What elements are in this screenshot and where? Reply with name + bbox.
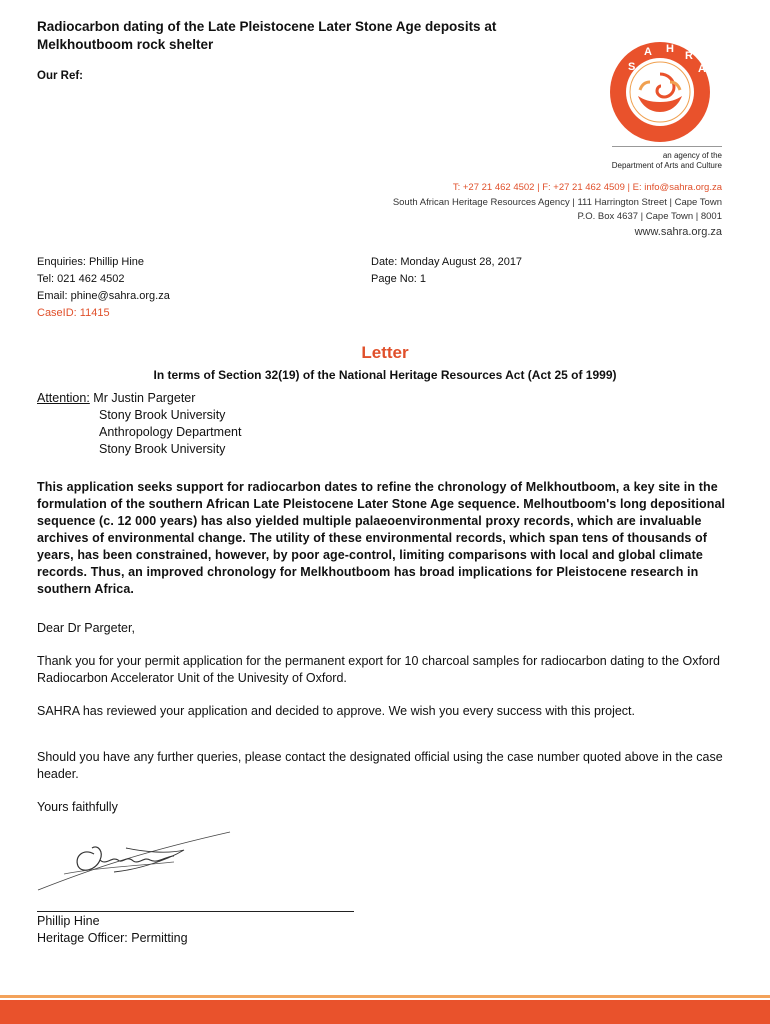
body-paragraph-3: Should you have any further queries, please contact the designated official using the case number quoted above in the case header. <box>37 750 723 781</box>
contact-address-line: South African Heritage Resources Agency | 111 Harrington Street | Cape Town <box>392 196 722 208</box>
address-line-1: Stony Brook University <box>99 408 226 422</box>
document-title <box>37 18 557 54</box>
contact-block <box>300 181 722 239</box>
case-id: CaseID: 11415 <box>37 307 110 319</box>
attention-label: Attention: <box>37 391 90 405</box>
logo-letter-s: S <box>628 61 636 73</box>
attention-name: Mr Justin Pargeter <box>89 391 196 405</box>
body-paragraph-1: Thank you for your permit application for the permanent export for 10 charcoal samples for radiocarbon dating to the Oxford Radiocarbon Accelerator Unit of the Univesity of Oxford. <box>37 654 721 685</box>
logo-letter-r: R <box>685 50 693 62</box>
signature-line <box>37 911 354 912</box>
telephone: Tel: 021 462 4502 <box>37 273 125 285</box>
attention-line <box>37 390 195 407</box>
our-ref: Our Ref: <box>37 70 83 82</box>
contact-phone-fax-email: T: +27 21 462 4502 | F: +27 21 462 4509 | E: info@sahra.org.za <box>452 182 722 193</box>
application-summary: This application seeks support for radiocarbon dates to refine the chronology of Melkhoutboom, a key site in the formulation of the southern African Late Pleistocene Later Stone Age sequence. Melhoutboom's long depositional sequence (c. 12 000 years) has also yielded multiple palaeoenvironmental proxy records, which are invaluable archives of environmental change. The utility of these environmental records, which span tens of thousands of years, has been constrained, however, by poor age-control, limiting comparisons with local and global climate records. Thus, an improved chronology for Melkhoutboom has broad implications for Pleistocene research in southern Africa. <box>37 480 726 596</box>
page-number: Page No: 1 <box>371 273 427 285</box>
enquiries: Enquiries: Phillip Hine <box>37 256 144 268</box>
agency-line-2: Department of Arts and Culture <box>611 161 722 170</box>
email[interactable]: Email: phine@sahra.org.za <box>37 290 170 302</box>
agency-divider <box>612 146 722 147</box>
sahra-logo-icon <box>594 38 726 150</box>
letter-heading: Letter <box>361 343 409 362</box>
signature-icon <box>34 826 234 896</box>
salutation: Dear Dr Pargeter, <box>37 621 135 635</box>
recipient-address <box>99 407 241 458</box>
signer-title: Heritage Officer: Permitting <box>37 931 188 945</box>
logo-letter-h: H <box>666 43 674 55</box>
title-line-2: Melkhoutboom rock shelter <box>37 37 214 52</box>
footer-stripe <box>0 995 770 998</box>
act-reference: In terms of Section 32(19) of the National Heritage Resources Act (Act 25 of 1999) <box>153 368 617 382</box>
enquiries-block <box>37 254 170 322</box>
footer-band <box>0 1000 770 1024</box>
body-paragraph-2: SAHRA has reviewed your application and decided to approve. We wish you every success with this project. <box>37 704 635 718</box>
signer-name: Phillip Hine <box>37 914 100 928</box>
title-line-1: Radiocarbon dating of the Late Pleistocene Later Stone Age deposits at <box>37 19 497 34</box>
logo-letter-a2: A <box>698 63 706 75</box>
signer-block <box>37 913 188 947</box>
agency-line-1: an agency of the <box>662 151 722 160</box>
date-block <box>371 254 522 288</box>
contact-po-box: P.O. Box 4637 | Cape Town | 8001 <box>577 211 722 222</box>
date: Date: Monday August 28, 2017 <box>371 256 523 268</box>
address-line-2: Anthropology Department <box>99 425 242 439</box>
closing: Yours faithfully <box>37 800 118 814</box>
agency-text <box>560 151 722 171</box>
contact-website[interactable]: www.sahra.org.za <box>634 225 722 238</box>
address-line-3: Stony Brook University <box>99 442 226 456</box>
logo-letter-a: A <box>644 46 652 58</box>
